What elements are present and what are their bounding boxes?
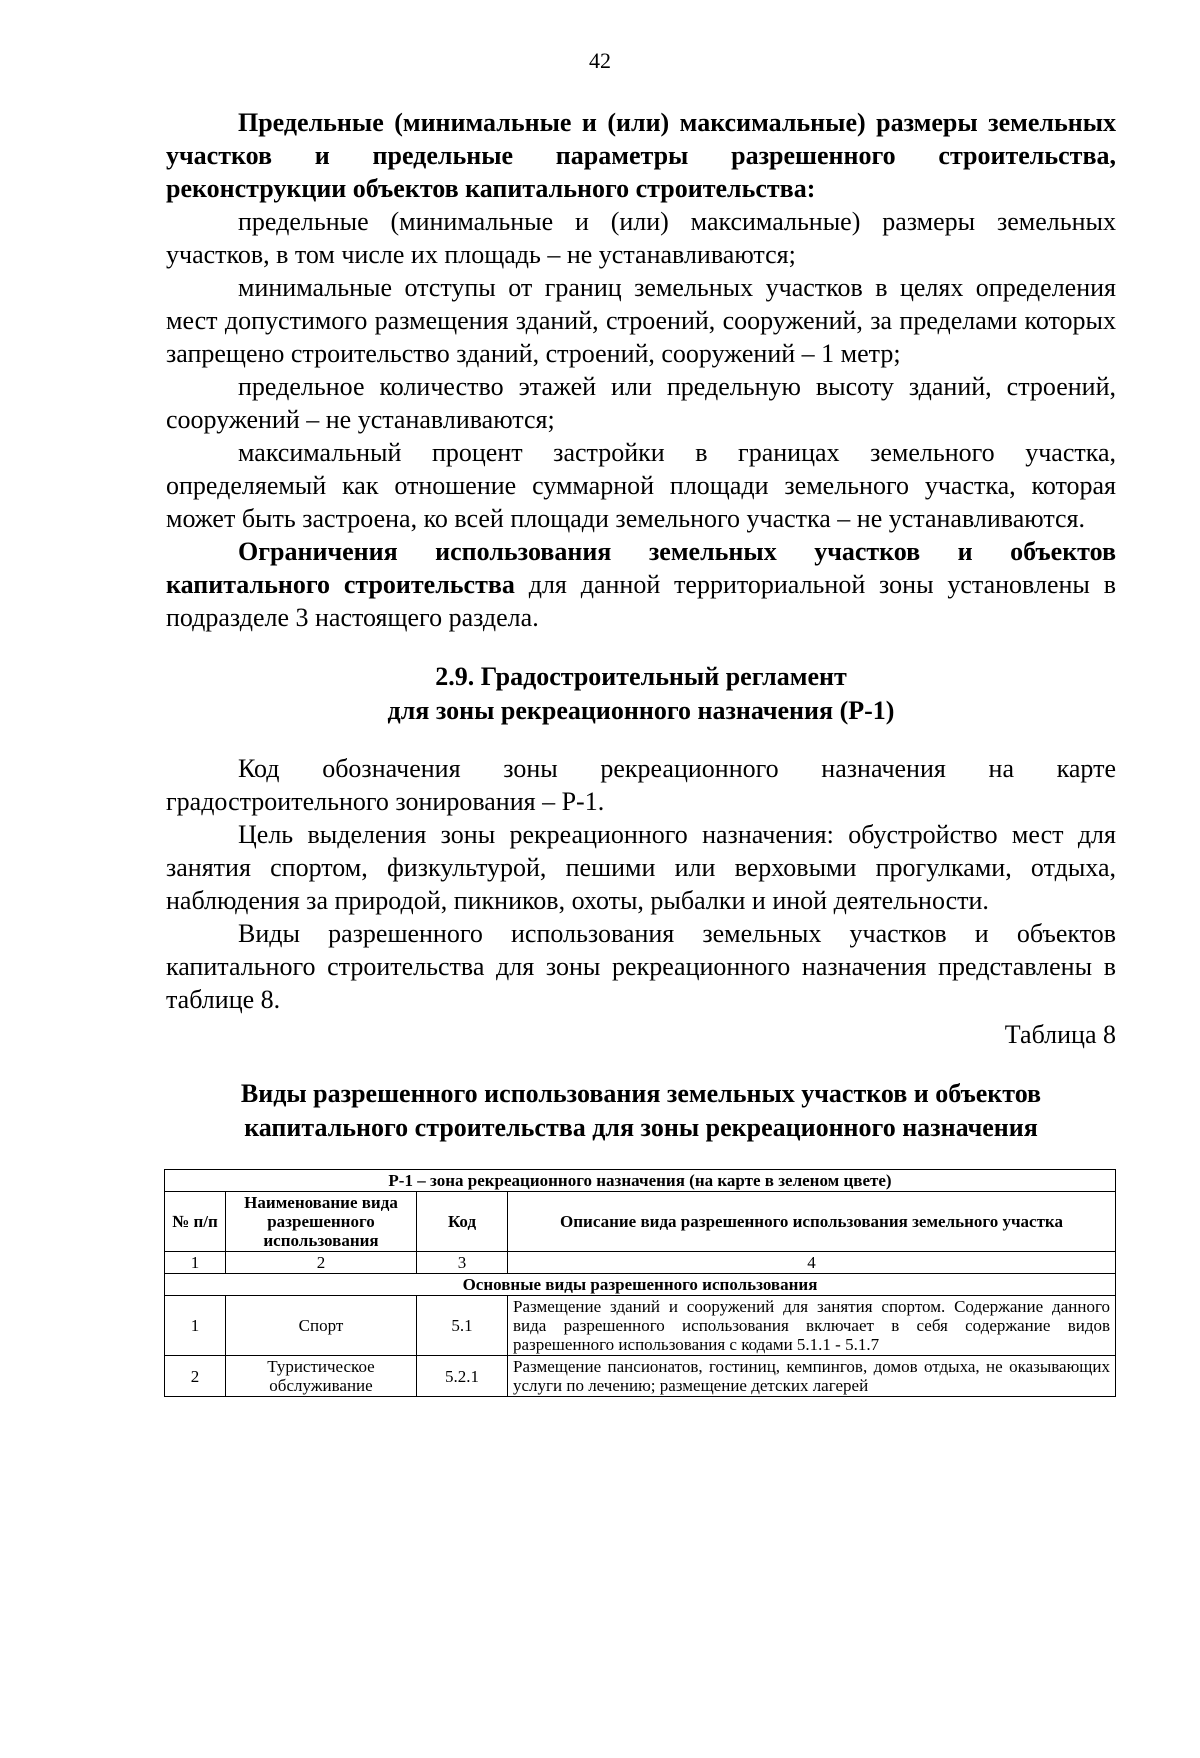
- paragraph-use-types: Виды разрешенного использования земельных участков и объектов капитального строительства для зоны рекреационного назначения представлены в таблице 8.: [166, 919, 1116, 1014]
- section-title-line1: 2.9. Градостроительный регламент: [435, 662, 847, 691]
- row-name: Спорт: [226, 1296, 417, 1356]
- col-number: 4: [508, 1252, 1116, 1274]
- row-code: 5.2.1: [417, 1356, 508, 1397]
- group-header-row: [165, 1274, 1116, 1296]
- col-number: 3: [417, 1252, 508, 1274]
- row-num: 2: [165, 1356, 226, 1397]
- header-code: Код: [417, 1192, 508, 1252]
- limits-heading: Предельные (минимальные и (или) максимальные) размеры земельных участков и предельные параметры разрешенного строительства, реконструкции объектов капитального строительства:: [166, 108, 1116, 203]
- column-number-row: [165, 1252, 1116, 1274]
- paragraph-setbacks: минимальные отступы от границ земельных участков в целях определения мест допустимого размещения зданий, строений, сооружений, за пределами которых запрещено строительство зданий, строений, сооружений – 1 метр;: [166, 273, 1116, 368]
- page-number: 42: [589, 48, 611, 73]
- restrictions-rest: для данной территориальной зоны установлены в подразделе 3 настоящего раздела.: [166, 570, 1116, 632]
- col-number: 2: [226, 1252, 417, 1274]
- document-body: [166, 106, 1116, 1397]
- table-row: [165, 1296, 1116, 1356]
- paragraph-floors: предельное количество этажей или предельную высоту зданий, строений, сооружений – не устанавливаются;: [166, 372, 1116, 434]
- paragraph-zone-code: Код обозначения зоны рекреационного назначения на карте градостроительного зонирования – Р-1.: [166, 754, 1116, 816]
- row-code: 5.1: [417, 1296, 508, 1356]
- restrictions-bold: Ограничения использования земельных участков и объектов капитального строительства: [166, 537, 1116, 599]
- table-title-line1: Виды разрешенного использования земельных участков и объектов: [240, 1079, 1042, 1108]
- row-num: 1: [165, 1296, 226, 1356]
- paragraph-plot-sizes: предельные (минимальные и (или) максимальные) размеры земельных участков, в том числе их площадь – не устанавливаются;: [166, 207, 1116, 269]
- paragraph-restrictions: [166, 535, 1116, 634]
- paragraph-build-percent: максимальный процент застройки в границах земельного участка, определяемый как отношение суммарной площади земельного участка, которая может быть застроена, ко всей площади земельного участка – не устанавливаются.: [166, 438, 1116, 533]
- section-title-line2: для зоны рекреационного назначения (Р-1): [387, 696, 895, 725]
- section-title: [166, 660, 1116, 728]
- table-title: [166, 1077, 1116, 1145]
- table-title-line2: капитального строительства для зоны рекреационного назначения: [244, 1113, 1038, 1142]
- row-description: Размещение зданий и сооружений для занятия спортом. Содержание данного вида разрешенного использования включает в себя содержание видов разрешенного использования с кодами 5.1.1 - 5.1.7: [508, 1296, 1116, 1356]
- row-description: Размещение пансионатов, гостиниц, кемпингов, домов отдыха, не оказывающих услуги по лечению; размещение детских лагерей: [508, 1356, 1116, 1397]
- paragraph-zone-purpose: Цель выделения зоны рекреационного назначения: обустройство мест для занятия спортом, физкультурой, пешими или верховыми прогулками, отдыха, наблюдения за природой, пикников, охоты, рыбалки и иной деятельности.: [166, 820, 1116, 915]
- use-types-table: [164, 1169, 1116, 1397]
- header-name: Наименование вида разрешенного использования: [226, 1192, 417, 1252]
- col-number: 1: [165, 1252, 226, 1274]
- column-header-row: [165, 1192, 1116, 1252]
- zone-header-row: [165, 1170, 1116, 1192]
- header-num: № п/п: [165, 1192, 226, 1252]
- table-label: Таблица 8: [1004, 1020, 1116, 1049]
- table-row: [165, 1356, 1116, 1397]
- header-description: Описание вида разрешенного использования земельного участка: [508, 1192, 1116, 1252]
- row-name: Туристическое обслуживание: [226, 1356, 417, 1397]
- group-header: Основные виды разрешенного использования: [165, 1274, 1116, 1296]
- zone-header: Р-1 – зона рекреационного назначения (на карте в зеленом цвете): [165, 1170, 1116, 1192]
